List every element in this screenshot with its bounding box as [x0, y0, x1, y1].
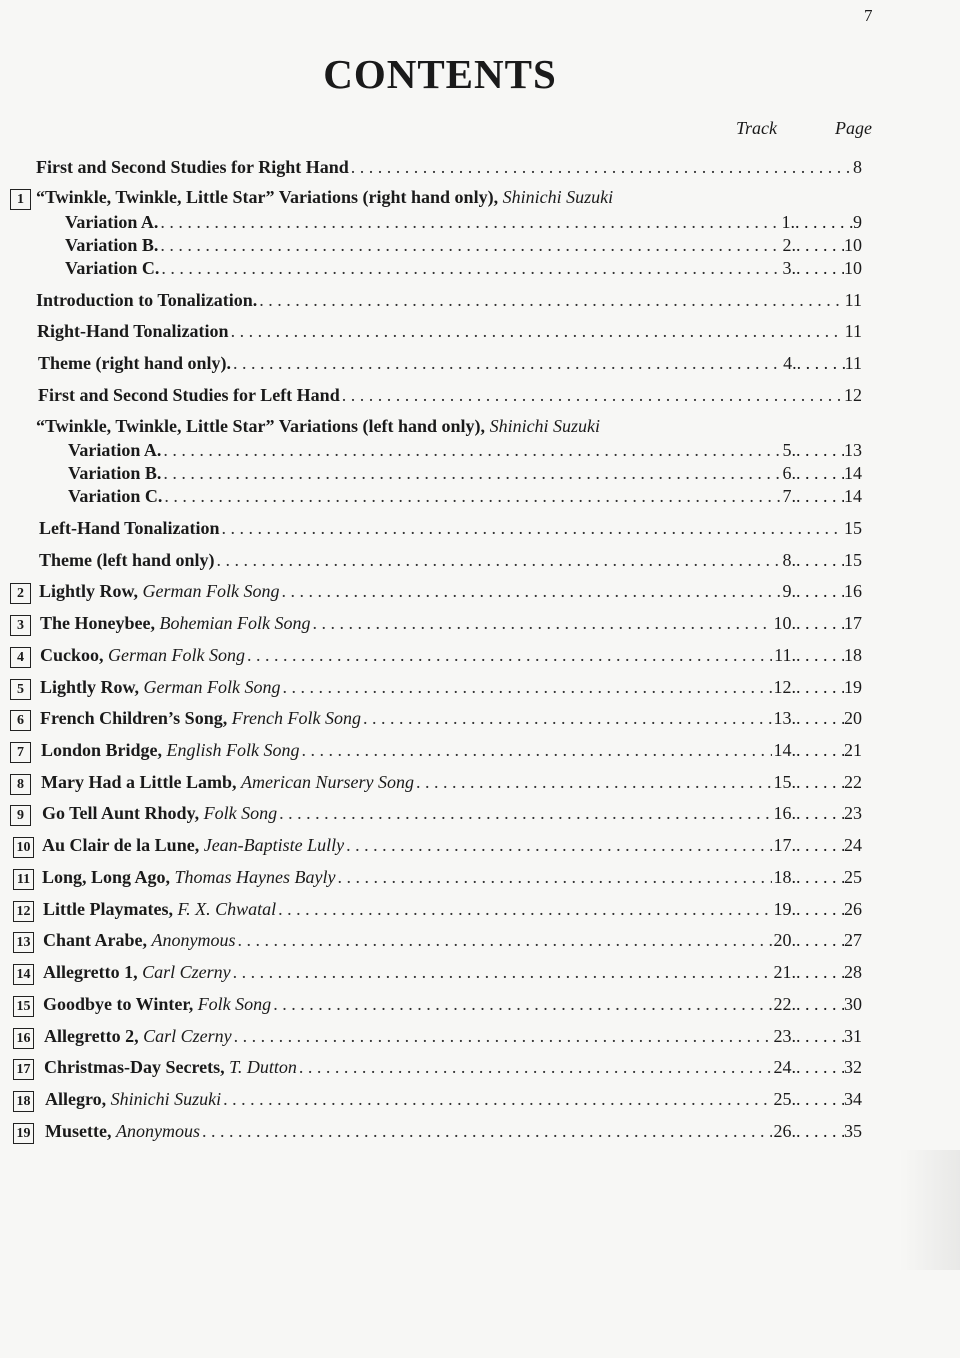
entry-composer: French Folk Song	[227, 708, 361, 728]
toc-entry[interactable]	[43, 896, 862, 922]
dot-leader	[234, 1023, 772, 1049]
dot-leader	[282, 578, 781, 604]
entry-title: The Honeybee,	[40, 613, 155, 633]
page-number-ref: 26	[844, 899, 862, 919]
toc-entry[interactable]	[42, 832, 862, 858]
entry-composer: Bohemian Folk Song	[155, 613, 311, 633]
track-number: 2.	[782, 235, 796, 255]
track-number: 12.	[773, 677, 796, 697]
toc-entry[interactable]	[68, 483, 862, 509]
entry-title: First and Second Studies for Right Hand	[36, 157, 349, 177]
dot-leader	[247, 642, 772, 668]
dot-leader	[223, 1086, 771, 1112]
piece-number-box: 7	[10, 742, 31, 763]
dot-leader	[238, 927, 772, 953]
dot-leader	[796, 674, 844, 700]
page-number-ref: 14	[844, 486, 862, 506]
piece-number-box: 15	[13, 996, 34, 1017]
dot-leader	[278, 896, 771, 922]
entry-title: London Bridge,	[41, 740, 163, 760]
page-number-ref: 31	[844, 1026, 862, 1046]
page-number-ref: 21	[844, 740, 862, 760]
track-number: 26.	[773, 1121, 796, 1141]
toc-entry[interactable]	[44, 1023, 862, 1049]
toc-entry[interactable]	[39, 515, 862, 541]
track-number: 6.	[782, 463, 796, 483]
entry-title: Variation B.	[68, 463, 162, 483]
entry-title: Mary Had a Little Lamb,	[41, 772, 237, 792]
dot-leader	[796, 610, 844, 636]
entry-title: Allegro,	[45, 1089, 107, 1109]
track-number: 20.	[773, 930, 796, 950]
page-number-ref: 9	[853, 212, 862, 232]
toc-entry[interactable]	[41, 737, 862, 763]
entry-title: Lightly Row,	[40, 677, 140, 697]
piece-number-box: 2	[10, 583, 31, 604]
piece-number-box: 18	[13, 1091, 34, 1112]
toc-entry[interactable]	[40, 674, 862, 700]
toc-entry[interactable]	[43, 927, 862, 953]
entry-composer: Carl Czerny	[137, 962, 231, 982]
toc-entry[interactable]	[38, 382, 862, 408]
entry-composer: Anonymous	[111, 1121, 200, 1141]
toc-entry[interactable]	[36, 154, 862, 180]
piece-number-box: 1	[10, 189, 31, 210]
entry-title: Christmas-Day Secrets,	[44, 1057, 225, 1077]
toc-entry[interactable]	[43, 991, 862, 1017]
page-number-ref: 35	[844, 1121, 862, 1141]
piece-number-box: 19	[13, 1123, 34, 1144]
dot-leader	[161, 255, 780, 281]
track-number: 17.	[773, 835, 796, 855]
entry-composer: F. X. Chwatal	[172, 899, 277, 919]
dot-leader	[796, 769, 844, 795]
piece-number-box: 13	[13, 932, 34, 953]
track-number: 21.	[773, 962, 796, 982]
toc-entry[interactable]	[40, 705, 862, 731]
dot-leader	[796, 255, 844, 281]
track-number: 14.	[773, 740, 796, 760]
dot-leader	[231, 318, 843, 344]
dot-leader	[796, 483, 844, 509]
toc-entry[interactable]	[40, 642, 862, 668]
toc-entry[interactable]	[45, 1118, 862, 1144]
track-number: 5.	[782, 440, 796, 460]
entry-title: Allegretto 2,	[44, 1026, 139, 1046]
page-number-ref: 18	[844, 645, 862, 665]
piece-number-box: 4	[10, 647, 31, 668]
entry-title: Lightly Row,	[39, 581, 139, 601]
dot-leader	[796, 642, 844, 668]
toc-entry[interactable]	[38, 350, 862, 376]
page-number-ref: 11	[844, 290, 862, 310]
entry-title: Introduction to Tonalization.	[36, 290, 258, 310]
entry-title: Little Playmates,	[43, 899, 173, 919]
dot-leader	[796, 1023, 844, 1049]
dot-leader	[416, 769, 772, 795]
dot-leader	[796, 991, 844, 1017]
dot-leader	[164, 483, 780, 509]
dot-leader	[796, 737, 844, 763]
track-number: 3.	[782, 258, 796, 278]
entry-title: “Twinkle, Twinkle, Little Star” Variations (left hand only),	[36, 416, 486, 436]
dot-leader	[299, 1054, 772, 1080]
toc-entry[interactable]	[42, 864, 862, 890]
dot-leader	[312, 610, 771, 636]
entry-composer: Carl Czerny	[138, 1026, 232, 1046]
track-number: 9.	[782, 581, 796, 601]
dot-leader	[796, 578, 844, 604]
entry-title: Cuckoo,	[40, 645, 104, 665]
dot-leader	[222, 515, 842, 541]
entry-composer: Shinichi Suzuki	[498, 187, 614, 207]
page-number-ref: 11	[844, 321, 862, 341]
page-number-ref: 8	[853, 157, 862, 177]
piece-number-box: 6	[10, 710, 31, 731]
toc-entry[interactable]	[42, 800, 862, 826]
page-number-ref: 30	[844, 994, 862, 1014]
entry-title: Left-Hand Tonalization	[39, 518, 220, 538]
page-number-ref: 14	[844, 463, 862, 483]
page-number-ref: 17	[844, 613, 862, 633]
dot-leader	[233, 959, 772, 985]
page-number-ref: 32	[844, 1057, 862, 1077]
page-number-ref: 22	[844, 772, 862, 792]
toc-entry[interactable]	[36, 184, 613, 210]
page-number-ref: 25	[844, 867, 862, 887]
page-number-ref: 11	[844, 353, 862, 373]
page-number: 7	[864, 6, 873, 25]
page-number-ref: 15	[844, 518, 862, 538]
entry-title: Right-Hand Tonalization	[37, 321, 229, 341]
page-number-ref: 19	[844, 677, 862, 697]
track-number: 13.	[773, 708, 796, 728]
page-number-ref: 10	[844, 258, 862, 278]
dot-leader	[259, 287, 842, 313]
dot-leader	[796, 705, 844, 731]
piece-number-box: 8	[10, 774, 31, 795]
track-number: 10.	[773, 613, 796, 633]
track-number: 7.	[782, 486, 796, 506]
entry-composer: T. Dutton	[224, 1057, 297, 1077]
piece-number-box: 16	[13, 1028, 34, 1049]
page-number-ref: 13	[844, 440, 862, 460]
piece-number-box: 5	[10, 679, 31, 700]
entry-title: Musette,	[45, 1121, 112, 1141]
page-number-ref: 23	[844, 803, 862, 823]
page-number-ref: 28	[844, 962, 862, 982]
entry-composer: English Folk Song	[162, 740, 300, 760]
piece-number-box: 3	[10, 615, 31, 636]
toc-entry[interactable]	[36, 413, 600, 439]
piece-number-box: 14	[13, 964, 34, 985]
dot-leader	[796, 896, 844, 922]
toc-entry[interactable]	[37, 318, 862, 344]
entry-composer: Shinichi Suzuki	[106, 1089, 222, 1109]
entry-composer: German Folk Song	[138, 581, 280, 601]
entry-title: Variation B.	[65, 235, 159, 255]
toc-entry[interactable]	[43, 959, 862, 985]
entry-title: Theme (right hand only).	[38, 353, 232, 373]
entry-title: Goodbye to Winter,	[43, 994, 194, 1014]
track-number: 18.	[773, 867, 796, 887]
dot-leader	[342, 382, 842, 408]
piece-number-box: 9	[10, 805, 31, 826]
piece-number-box: 12	[13, 901, 34, 922]
toc-entry[interactable]	[45, 1086, 862, 1112]
entry-title: French Children’s Song,	[40, 708, 228, 728]
entry-title: First and Second Studies for Left Hand	[38, 385, 340, 405]
track-number: 22.	[773, 994, 796, 1014]
dot-leader	[273, 991, 771, 1017]
track-number: 8.	[782, 550, 796, 570]
dot-leader	[796, 547, 844, 573]
piece-number-box: 11	[13, 869, 34, 890]
track-number: 4.	[783, 353, 797, 373]
dot-leader	[796, 832, 844, 858]
dot-leader	[363, 705, 772, 731]
entry-title: Variation A.	[65, 212, 159, 232]
dot-leader	[279, 800, 771, 826]
track-number: 24.	[773, 1057, 796, 1077]
entry-title: Allegretto 1,	[43, 962, 138, 982]
dot-leader	[796, 1054, 844, 1080]
toc-entry[interactable]	[36, 287, 862, 313]
entry-composer: Anonymous	[147, 930, 236, 950]
page-number-ref: 27	[844, 930, 862, 950]
page-number-ref: 24	[844, 835, 862, 855]
toc-entry[interactable]	[40, 610, 862, 636]
dot-leader	[217, 547, 781, 573]
dot-leader	[202, 1118, 772, 1144]
entry-title: Go Tell Aunt Rhody,	[42, 803, 200, 823]
entry-title: Variation C.	[65, 258, 160, 278]
track-number: 25.	[773, 1089, 796, 1109]
page-number-ref: 34	[844, 1089, 862, 1109]
dot-leader	[796, 864, 844, 890]
dot-leader	[346, 832, 771, 858]
entry-title: Theme (left hand only)	[39, 550, 215, 570]
entry-title: Long, Long Ago,	[42, 867, 171, 887]
dot-leader	[796, 927, 844, 953]
toc-entry[interactable]	[65, 255, 862, 281]
toc-entry[interactable]	[44, 1054, 862, 1080]
entry-composer: Folk Song	[193, 994, 272, 1014]
page-shadow	[900, 1150, 960, 1270]
piece-number-box: 17	[13, 1059, 34, 1080]
toc-entry[interactable]	[39, 547, 862, 573]
dot-leader	[302, 737, 772, 763]
dot-leader	[796, 1118, 844, 1144]
page-number-ref: 15	[844, 550, 862, 570]
dot-leader	[796, 959, 844, 985]
entry-composer: Jean-Baptiste Lully	[199, 835, 345, 855]
column-header-track: Track	[736, 118, 778, 138]
entry-title: Chant Arabe,	[43, 930, 148, 950]
entry-title: Variation C.	[68, 486, 163, 506]
track-number: 19.	[773, 899, 796, 919]
dot-leader	[351, 154, 851, 180]
page-number-ref: 12	[844, 385, 862, 405]
track-number: 23.	[773, 1026, 796, 1046]
track-number: 1.	[781, 212, 795, 232]
dot-leader	[796, 1086, 844, 1112]
toc-entry[interactable]	[39, 578, 862, 604]
toc-entry[interactable]	[41, 769, 862, 795]
entry-title: Au Clair de la Lune,	[42, 835, 200, 855]
entry-composer: Folk Song	[199, 803, 278, 823]
page-number-ref: 20	[844, 708, 862, 728]
entry-composer: Thomas Haynes Bayly	[170, 867, 336, 887]
dot-leader	[797, 350, 845, 376]
page-title: CONTENTS	[323, 51, 557, 97]
column-header-page: Page	[835, 118, 872, 138]
entry-composer: Shinichi Suzuki	[485, 416, 601, 436]
track-number: 11.	[774, 645, 796, 665]
page-number-ref: 10	[844, 235, 862, 255]
piece-number-box: 10	[13, 837, 34, 858]
track-number: 16.	[773, 803, 796, 823]
entry-title: “Twinkle, Twinkle, Little Star” Variations (right hand only),	[36, 187, 499, 207]
dot-leader	[233, 350, 781, 376]
entry-composer: German Folk Song	[103, 645, 245, 665]
track-number: 15.	[773, 772, 796, 792]
entry-composer: German Folk Song	[139, 677, 281, 697]
dot-leader	[283, 674, 772, 700]
page-number-ref: 16	[844, 581, 862, 601]
dot-leader	[796, 800, 844, 826]
entry-composer: American Nursery Song	[236, 772, 414, 792]
entry-title: Variation A.	[68, 440, 162, 460]
dot-leader	[338, 864, 772, 890]
